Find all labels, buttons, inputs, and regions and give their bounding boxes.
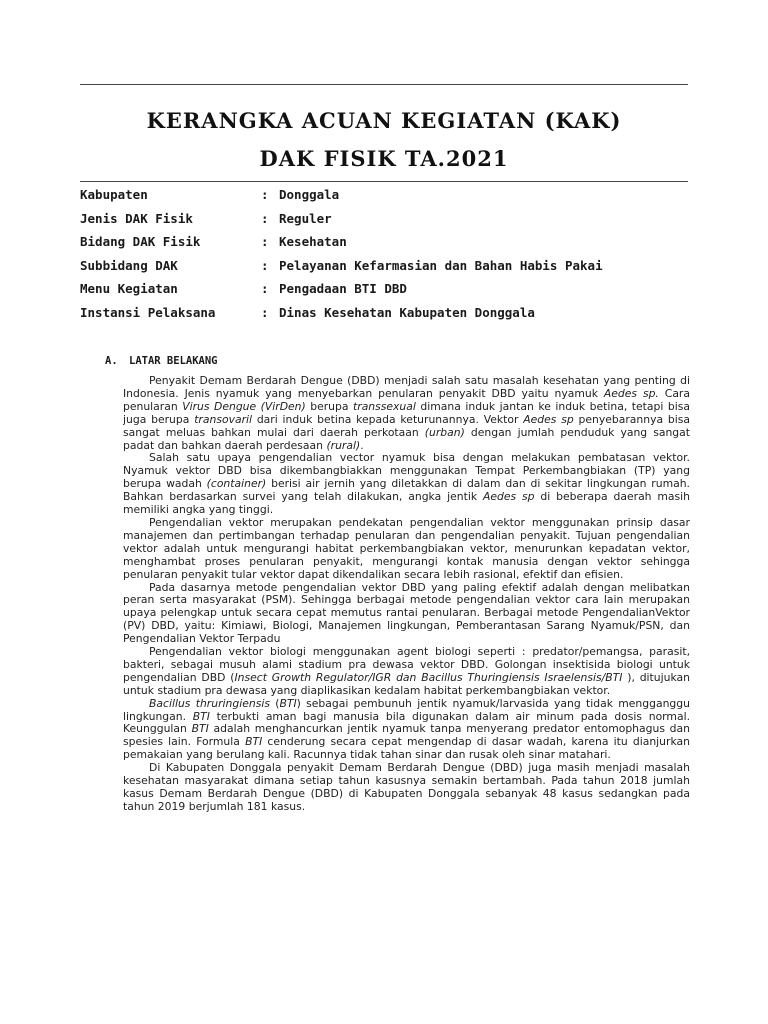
meta-colon: : (261, 257, 269, 273)
meta-row-instansi (80, 305, 688, 329)
meta-table (80, 187, 688, 329)
meta-value: Reguler (279, 210, 332, 226)
paragraph-3: Pengendalian vektor merupakan pendekatan pengendalian vektor menggunakan prinsip dasar manajemen dan pertimbangan terhadap penularan dan pengendalian penyakit. Tujuan pengendalian vektor adalah untuk mengurangi habitat perkembangbiakan vektor, menurunkan kepadatan vektor, menghambat proses penularan penyakit, mengurangi kontak manusia dengan vektor sehingga penularan penyakit tular vektor dapat dikendalikan secara lebih rasional, efektif dan efisien. (123, 515, 690, 581)
paragraph-5: Pengendalian vektor biologi menggunakan agent biologi seperti : predator/pemangsa, parasit, bakteri, sebagai musuh alami stadium pra dewasa vektor DBD. Golongan insektisida biologi untuk pengendalian DBD (Insect Growth Regulator/IGR dan Bacillus Thuringiensis Israelensis/BTI ), ditujukan untuk stadium pra dewasa yang diaplikasikan kedalam habitat perkembangbiakan vektor. (123, 645, 690, 697)
section-number: A. (105, 355, 118, 367)
meta-row-kabupaten (80, 187, 688, 211)
meta-colon: : (261, 281, 269, 297)
meta-value: Pelayanan Kefarmasian dan Bahan Habis Pakai (279, 257, 603, 273)
document-subtitle: DAK FISIK TA.2021 (259, 146, 509, 171)
meta-key: Menu Kegiatan (80, 281, 178, 297)
paragraph-7: Di Kabupaten Donggala penyakit Demam Berdarah Dengue (DBD) juga masih menjadi masalah kesehatan masyarakat dimana setiap tahun kasusnya semakin bertambah. Pada tahun 2018 jumlah kasus Demam Berdarah Dengue (DBD) di Kabupaten Donggala sebanyak 48 kasus sedangkan pada tahun 2019 berjumlah 181 kasus. (123, 761, 690, 813)
meta-value: Donggala (279, 187, 340, 202)
meta-row-menu-kegiatan (80, 281, 688, 305)
meta-key: Jenis DAK Fisik (80, 210, 193, 226)
meta-row-jenis-dak (80, 211, 688, 235)
meta-colon: : (261, 234, 269, 250)
section-body (123, 375, 690, 814)
section-title: LATAR BELAKANG (129, 355, 218, 367)
top-rule (80, 84, 688, 85)
header-rule (80, 181, 688, 182)
meta-colon: : (261, 210, 269, 226)
section-heading (105, 355, 218, 367)
paragraph-2: Salah satu upaya pengendalian vector nyamuk bisa dengan melakukan pembatasan vektor. Nyamuk vektor DBD bisa dikembangbiakkan menggunakan Tempat Perkembangbiakan (TP) yang berupa wadah (container) berisi air jernih yang diletakkan di dalam dan di sekitar lingkungan rumah. Bahkan berdasarkan survei yang telah dilakukan, angka jentik Aedes sp di beberapa daerah masih memiliki angka yang tinggi. (123, 451, 691, 517)
meta-key: Instansi Pelaksana (80, 304, 216, 320)
meta-value: Kesehatan (279, 234, 347, 250)
meta-colon: : (261, 304, 269, 320)
meta-value: Dinas Kesehatan Kabupaten Donggala (279, 304, 535, 320)
paragraph-4: Pada dasarnya metode pengendalian vektor DBD yang paling efektif adalah dengan melibatkan peran serta masyarakat (PSM). Sehingga berbagai metode pengendalian vektor cara lain merupakan upaya pelengkap untuk secara cepat memutus rantai penularan. Berbagai metode PengendalianVektor (PV) DBD, yaitu: Kimiawi, Biologi, Manajemen lingkungan, Pemberantasan Sarang Nyamuk/PSN, dan Pengendalian Vektor Terpadu (123, 580, 690, 646)
meta-key: Kabupaten (80, 187, 148, 202)
meta-value: Pengadaan BTI DBD (279, 281, 407, 297)
meta-key: Bidang DAK Fisik (80, 234, 201, 250)
meta-row-subbidang-dak (80, 258, 688, 282)
meta-row-bidang-dak (80, 234, 688, 258)
meta-colon: : (261, 187, 269, 202)
meta-key: Subbidang DAK (80, 257, 178, 273)
document-title: KERANGKA ACUAN KEGIATAN (KAK) (146, 108, 622, 133)
paragraph-1: Penyakit Demam Berdarah Dengue (DBD) menjadi salah satu masalah kesehatan yang penting di Indonesia. Jenis nyamuk yang menyebarkan penularan penyakit DBD yaitu nyamuk Aedes sp. Cara penularan Virus Dengue (VirDen) berupa transsexual dimana induk jantan ke induk betina, tetapi bisa juga berupa transovaril dari induk betina kepada keturunannya. Vektor Aedes sp penyebarannya bisa sangat meluas bahkan mulai dari daerah perkotaan (urban) dengan jumlah penduduk yang sangat padat dan bahkan daerah perdesaan (rural). (123, 374, 690, 452)
paragraph-6: Bacillus thruringiensis (BTI) sebagai pembunuh jentik nyamuk/larvasida yang tidak mengganggu lingkungan. BTI terbukti aman bagi manusia bila digunakan dalam air minum pada dosis normal. Keunggulan BTI adalah menghancurkan jentik nyamuk tanpa menyerang predator entomophagus dan spesies lain. Formula BTI cenderung secara cepat mengendap di dasar wadah, karena itu dianjurkan pemakaian yang berulang kali. Racunnya tidak tahan sinar dan rusak oleh sinar matahari. (123, 696, 691, 762)
